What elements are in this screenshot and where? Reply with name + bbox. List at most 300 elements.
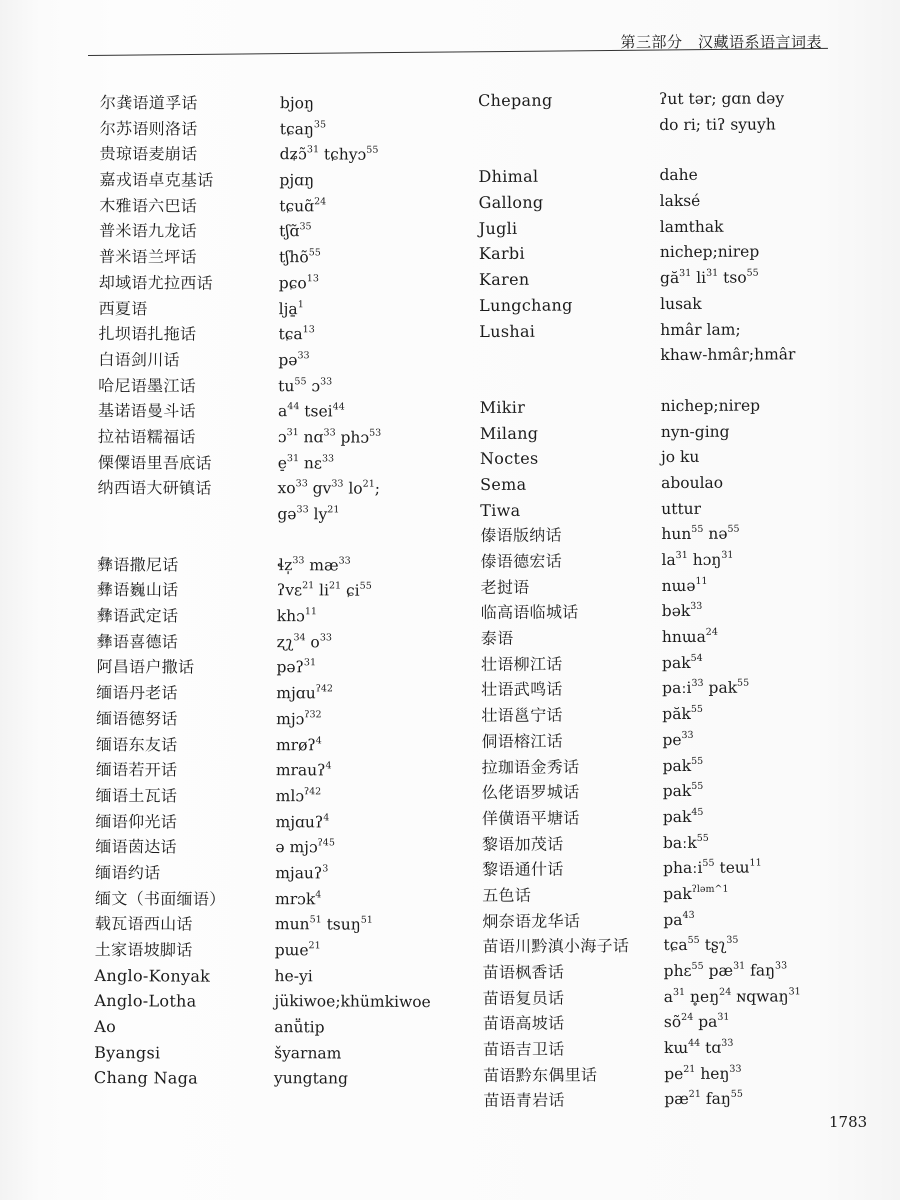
word-form: $pa^{43}$ <box>663 909 695 929</box>
word-form: phɛ$^{55}$ $pæ^{31}$ faŋ$^{33}$ <box>663 960 788 981</box>
entry-row <box>480 523 740 549</box>
word-form: ʐʅ$^{34}$ $o^{33}$ <box>276 631 332 652</box>
word-form: lja̱$^1$ <box>278 298 304 318</box>
language-label: 白语剑川话 <box>98 349 180 370</box>
tone-mark: 24 <box>314 196 327 208</box>
word-form: kɯ$^{44}$ tɑ$^{33}$ <box>663 1037 734 1058</box>
word-form: gə$^{33}$ $ly^{21}$ <box>277 504 340 524</box>
language-label: 炯奈语龙华话 <box>482 911 581 931</box>
word-form: tʃhõ$^{55}$ <box>278 247 321 267</box>
word-form: ʔut tər; gɑn dəy <box>659 89 785 109</box>
entry-row <box>479 343 796 369</box>
language-label: 临高语临城话 <box>480 602 579 623</box>
language-label: 土家语坡脚话 <box>94 939 193 960</box>
tone-mark: ʔləm^1 <box>691 883 729 895</box>
language-label: 纳西语大研镇话 <box>97 478 212 499</box>
tone-mark: 31 <box>675 549 688 561</box>
entry-row <box>480 651 703 677</box>
entry-row <box>95 809 330 835</box>
tone-mark: 35 <box>726 934 739 947</box>
language-label: 苗语复员话 <box>482 988 565 1008</box>
word-form: bjoŋ <box>279 94 315 113</box>
tone-mark: 44 <box>332 401 345 413</box>
entry-row <box>478 87 785 113</box>
entry-row <box>481 779 704 805</box>
entry-row <box>480 574 708 600</box>
tone-mark: ʔ45 <box>317 837 335 849</box>
language-label: 缅文（书面缅语） <box>95 888 226 909</box>
entry-row <box>96 629 332 655</box>
tone-mark: 33 <box>681 729 694 741</box>
tone-mark: 31 <box>306 144 320 156</box>
tone-mark: 55 <box>359 580 372 593</box>
word-form: pak$^{55}$ <box>662 755 704 775</box>
tone-mark: 1 <box>297 298 304 310</box>
entry-row <box>479 394 761 420</box>
tone-mark: 13 <box>306 273 319 285</box>
tone-mark: 21 <box>302 580 315 592</box>
tone-mark: 33 <box>721 1037 734 1049</box>
language-label: 傈僳语里吾底话 <box>97 452 212 473</box>
word-form: pɕo$^{13}$ <box>278 273 319 293</box>
tone-mark: 55 <box>737 678 750 690</box>
entry-row <box>482 934 739 960</box>
word-form: bək$^{33}$ <box>661 601 703 621</box>
word-form: mlɔ$^{ʔ42}$ <box>275 786 322 806</box>
language-label: 苗语枫香话 <box>482 962 565 982</box>
tone-mark: 31 <box>672 986 686 998</box>
word-form: tɕaŋ$^{35}$ <box>279 118 327 138</box>
word-form: hmâr lam; <box>660 320 741 339</box>
word-form: $xo^{33}$ $gv^{33}$ $lo^{21}$; <box>277 478 381 499</box>
language-label: Sema <box>480 474 527 494</box>
tone-mark: 34 <box>293 631 306 644</box>
entry-row <box>99 167 315 193</box>
word-form: tʃɑ̃$^{35}$ <box>279 221 312 241</box>
entry-row <box>478 113 776 139</box>
entry-row <box>96 577 372 603</box>
tone-mark: 3 <box>322 863 329 875</box>
entry-row <box>97 501 340 527</box>
language-label: Anglo-Lotha <box>94 991 197 1011</box>
tone-mark: 33 <box>295 478 308 490</box>
language-label: 缅语约话 <box>95 862 161 883</box>
tone-mark: 33 <box>292 554 305 566</box>
language-label: 苗语川黔滇小海子话 <box>482 936 630 957</box>
tone-mark: 54 <box>690 652 703 664</box>
tone-mark: 55 <box>687 935 700 947</box>
entry-row <box>481 728 694 754</box>
language-label: 哈尼语墨江话 <box>98 375 197 396</box>
word-form: nɯə$^{11}$ <box>661 575 708 595</box>
tone-mark: 43 <box>682 909 695 921</box>
word-form: mun$^{51}$ tsuŋ$^{51}$ <box>274 914 373 934</box>
tone-mark: 24 <box>681 1012 694 1024</box>
word-form: ʔvɛ$^{21}$ $li^{21}$ ɕi$^{55}$ <box>276 580 372 600</box>
entry-row <box>480 497 702 523</box>
tone-mark: 44 <box>287 401 300 413</box>
tone-mark: 55 <box>702 858 715 870</box>
word-form: baːk$^{55}$ <box>662 832 709 852</box>
tone-mark: 33 <box>729 1063 742 1075</box>
tone-mark: 31 <box>286 427 299 439</box>
word-form: mrøʔ$^4$ <box>275 734 322 754</box>
language-label: 仫佬语罗城话 <box>481 782 580 803</box>
entry-row <box>480 600 703 626</box>
entry-row <box>93 1065 349 1091</box>
entry-row <box>99 90 315 116</box>
language-label: 彝语喜德话 <box>96 631 179 652</box>
language-label: Gallong <box>478 192 544 213</box>
entry-row <box>482 1036 734 1062</box>
entry-row <box>95 731 322 757</box>
right-column <box>478 87 801 1114</box>
word-form: hnɯa$^{24}$ <box>661 626 718 647</box>
entry-row <box>482 985 801 1011</box>
entry-row <box>98 270 319 296</box>
language-label: 尔苏语则洛话 <box>99 118 198 139</box>
word-form: laksé <box>659 191 701 211</box>
tone-mark: ʔ42 <box>304 786 322 798</box>
tone-mark: 55 <box>690 703 703 716</box>
language-label: 基诺语曼斗话 <box>97 401 196 421</box>
language-label: Tiwa <box>480 500 521 520</box>
tone-mark: 51 <box>309 914 322 926</box>
language-label: 侗语榕江话 <box>481 731 563 751</box>
entry-row <box>482 1011 730 1037</box>
word-form: e̠$^{31}$ nɛ$^{33}$ <box>277 452 335 472</box>
tone-mark: 11 <box>304 606 318 618</box>
tone-mark: 4 <box>323 811 330 823</box>
entry-row <box>98 321 315 347</box>
language-label: 拉祜语糯福话 <box>97 426 196 447</box>
word-form: $pæ^{21}$ faŋ$^{55}$ <box>664 1089 743 1109</box>
word-form: šyarnam <box>274 1043 342 1063</box>
language-label: Anglo-Konyak <box>94 965 211 986</box>
tone-mark: 55 <box>294 375 307 387</box>
language-label: Mikir <box>479 397 526 417</box>
entry-row <box>94 988 431 1014</box>
tone-mark: 21 <box>683 1063 696 1075</box>
entry-row <box>482 959 788 985</box>
word-form: mrɔk$^4$ <box>275 888 322 908</box>
language-label: 普米语九龙话 <box>99 221 198 242</box>
entry-row <box>478 189 701 215</box>
tone-mark: 11 <box>749 857 762 869</box>
word-form: tɕuɑ̃$^{24}$ <box>279 196 327 216</box>
language-label: 木雅语六巴话 <box>99 195 198 216</box>
word-form: $tu^{55}$ ɔ$^{33}$ <box>278 375 333 395</box>
language-label: Jugli <box>478 218 518 238</box>
tone-mark: 51 <box>360 914 373 926</box>
entry-row <box>96 680 333 706</box>
language-label: 扎坝语扎拖话 <box>98 324 197 344</box>
language-label: 苗语青岩话 <box>483 1090 565 1111</box>
tone-mark: 33 <box>320 375 333 387</box>
language-label: Milang <box>479 423 539 443</box>
word-form: tɕa$^{55}$ tʂʅ$^{35}$ <box>663 934 739 955</box>
language-label: 五色话 <box>482 885 532 905</box>
tone-mark: 45 <box>691 806 704 818</box>
word-form: khaw-hmâr;hmâr <box>660 345 796 365</box>
word-form: $a^{44}$ tsei$^{44}$ <box>277 401 345 421</box>
tone-mark: 55 <box>696 832 709 844</box>
language-label: 尔龚语道孚话 <box>99 92 198 113</box>
tone-mark: 31 <box>721 549 734 561</box>
tone-mark: 4 <box>315 888 322 900</box>
entry-row <box>97 398 345 424</box>
language-label: Chepang <box>478 90 553 110</box>
language-label: 拉珈语金秀话 <box>481 756 580 777</box>
word-form: $a^{31}$ $n̥eŋ^{24}$ ɴqwaŋ$^{31}$ <box>663 986 801 1006</box>
tone-mark: 31 <box>788 986 801 998</box>
word-form: lamthak <box>659 217 724 236</box>
tone-mark: 24 <box>705 626 718 638</box>
language-label: 苗语黔东偶里话 <box>483 1065 598 1085</box>
language-label: 佯僙语平塘话 <box>481 808 580 828</box>
tone-mark: 21 <box>362 478 375 490</box>
language-label: Karen <box>478 269 530 290</box>
word-form: dʑɔ̃$^{31}$ tɕhyɔ$^{55}$ <box>279 144 379 165</box>
tone-mark: 4 <box>325 760 332 772</box>
language-label: 贵琼语麦崩话 <box>99 144 198 164</box>
entry-row <box>480 471 724 497</box>
entry-row <box>481 831 709 857</box>
word-form: lusak <box>660 294 702 313</box>
language-label: 壮语武鸣话 <box>481 680 563 700</box>
word-form: phaːi$^{55}$ teɯ$^{11}$ <box>663 857 762 878</box>
language-label: 彝语武定话 <box>96 606 179 626</box>
entry-row <box>481 805 704 831</box>
entry-row <box>96 706 322 732</box>
language-label: 普米语兰坪话 <box>98 247 197 267</box>
tone-mark: 11 <box>695 575 708 587</box>
language-label: Ao <box>94 1017 117 1037</box>
entry-row <box>481 677 750 703</box>
tone-mark: 55 <box>727 523 740 536</box>
tone-mark: ʔ32 <box>304 709 322 721</box>
entry-row <box>97 424 382 450</box>
word-form: $gă^{31}$ $li^{31}$ tso$^{55}$ <box>659 267 759 288</box>
tone-mark: 33 <box>338 555 351 567</box>
tone-mark: 55 <box>691 755 704 767</box>
language-label: 嘉戎语卓克基话 <box>99 170 214 190</box>
language-label: 西夏语 <box>98 298 148 318</box>
entry-row <box>94 937 321 963</box>
word-form: pəʔ$^{31}$ <box>276 657 317 677</box>
entry-row <box>95 757 332 783</box>
tone-mark: 55 <box>691 781 704 793</box>
entry-row <box>94 1040 342 1066</box>
entry-row <box>98 295 304 321</box>
language-label: Dhimal <box>478 167 539 187</box>
tone-mark: 55 <box>691 960 704 972</box>
word-form: $pe^{33}$ <box>662 729 694 749</box>
entry-row <box>96 603 318 629</box>
entry-row <box>94 911 373 937</box>
entry-row <box>478 241 760 267</box>
tone-mark: 21 <box>688 1089 701 1101</box>
word-form: pjɑŋ <box>279 171 315 190</box>
language-label: 缅语东友话 <box>95 734 178 754</box>
tone-mark: 31 <box>679 268 692 280</box>
entry-row <box>479 318 741 344</box>
tone-mark: 33 <box>690 601 703 613</box>
entry-row <box>98 244 321 270</box>
language-label: 缅语土瓦话 <box>95 785 178 806</box>
tone-mark: 55 <box>746 267 759 279</box>
language-label: 傣语版纳话 <box>480 525 562 546</box>
entry-row <box>94 1014 325 1040</box>
word-form: jo ku <box>660 448 700 467</box>
tone-mark: 35 <box>313 118 327 131</box>
tone-mark: 4 <box>315 734 322 746</box>
entry-row <box>97 450 335 476</box>
word-form: mjɑu$^{ʔ42}$ <box>276 683 333 703</box>
language-label: 黎语通什话 <box>482 859 564 880</box>
entry-row <box>478 215 724 241</box>
language-label: Noctes <box>479 448 539 469</box>
entry-row <box>99 218 312 244</box>
tone-mark: 55 <box>691 524 704 536</box>
word-form: jükiwoe;khümkiwoe <box>274 992 431 1012</box>
word-form: anṻtip <box>274 1018 325 1037</box>
word-form: mjauʔ$^3$ <box>275 863 329 883</box>
word-form: mjɑuʔ$^4$ <box>275 811 330 831</box>
entry-row <box>98 347 310 373</box>
tone-mark: 35 <box>299 221 312 233</box>
language-label: 缅语德努话 <box>96 708 178 729</box>
entry-row <box>482 882 729 908</box>
word-form: păk$^{55}$ <box>662 703 703 724</box>
language-label: Lushai <box>479 321 536 341</box>
word-form: khɔ$^{11}$ <box>276 606 318 626</box>
entry-row <box>480 548 734 574</box>
word-form: aboulao <box>661 473 724 492</box>
tone-mark: 24 <box>719 986 732 998</box>
tone-mark: ʔ42 <box>315 683 333 695</box>
tone-mark: 55 <box>308 247 321 259</box>
tone-mark: 33 <box>321 452 335 465</box>
language-label: 傣语德宏话 <box>480 551 563 571</box>
word-form: hun$^{55}$ nə$^{55}$ <box>661 523 740 544</box>
tone-mark: 53 <box>369 427 382 439</box>
tone-mark: 31 <box>706 267 719 279</box>
word-form: nichep;nirep <box>659 242 760 262</box>
tone-mark: 33 <box>296 504 309 516</box>
tone-mark: 33 <box>297 350 310 362</box>
tone-mark: 33 <box>323 427 336 439</box>
tone-mark: 55 <box>730 1089 743 1101</box>
word-form: dahe <box>659 166 698 185</box>
word-form: tɕa$^{13}$ <box>278 324 315 344</box>
word-form: pɯe$^{21}$ <box>274 940 321 960</box>
entry-row <box>483 1062 742 1088</box>
language-label: Byangsi <box>94 1042 161 1063</box>
word-form: pak$^{55}$ <box>662 781 704 801</box>
language-label: 缅语丹老话 <box>96 683 178 703</box>
entry-row <box>97 552 351 578</box>
word-form: $la^{31}$ hɔŋ$^{31}$ <box>661 549 734 570</box>
entry-row <box>95 783 322 809</box>
word-form: ə mjɔ$^{ʔ45}$ <box>275 837 335 857</box>
page-number: 1783 <box>829 1113 868 1131</box>
word-form: ɔ$^{31}$ nɑ$^{33}$ phɔ$^{53}$ <box>277 427 382 447</box>
language-label: 壮语邕宁话 <box>481 705 563 726</box>
word-form: do ri; tiʔ syuyh <box>659 115 776 134</box>
language-label: 缅语仰光话 <box>95 811 178 832</box>
word-form: ɬz̩$^{33}$ $mæ^{33}$ <box>277 554 351 575</box>
word-form: mrauʔ$^4$ <box>275 760 332 780</box>
entry-row <box>97 475 381 501</box>
language-label: 苗语吉卫话 <box>482 1039 565 1060</box>
tone-mark: 21 <box>327 504 340 516</box>
tone-mark: 13 <box>302 324 315 336</box>
entry-row <box>483 1088 743 1114</box>
entry-row <box>479 292 702 318</box>
tone-mark: 44 <box>688 1037 701 1049</box>
entry-row <box>99 193 327 219</box>
entry-row <box>99 116 327 142</box>
entry-row <box>94 963 313 989</box>
entry-row <box>481 702 703 728</box>
word-form: $sõ^{24}$ $pa^{31}$ <box>663 1012 730 1032</box>
language-label: 黎语加茂话 <box>481 834 564 854</box>
word-form: pə$^{33}$ <box>278 350 310 370</box>
entry-row <box>96 654 317 680</box>
language-label: 缅语若开话 <box>95 760 178 780</box>
word-form: paːi$^{33}$ pak$^{55}$ <box>662 678 750 698</box>
tone-mark: 33 <box>331 478 344 490</box>
entry-row <box>479 445 700 471</box>
entry-row <box>98 373 333 399</box>
language-label: 阿昌语户撒话 <box>96 657 195 678</box>
language-label: 苗语高坡话 <box>482 1013 565 1034</box>
word-form: he-yi <box>274 966 313 986</box>
tone-mark: 33 <box>775 960 788 972</box>
language-label: 彝语巍山话 <box>96 580 179 600</box>
tone-mark: 31 <box>286 452 300 464</box>
word-form: pak$^{54}$ <box>661 652 703 672</box>
tone-mark: 33 <box>691 678 704 690</box>
language-label: 壮语柳江话 <box>480 654 563 674</box>
language-label: Karbi <box>478 244 525 264</box>
tone-mark: 33 <box>319 632 332 644</box>
language-label: 却域语尤拉西话 <box>98 272 213 293</box>
language-label: 载瓦语西山话 <box>94 914 193 934</box>
word-form: nichep;nirep <box>660 396 761 415</box>
word-form: nyn-ging <box>660 422 730 441</box>
entry-row <box>99 141 379 167</box>
running-header: 第三部分 汉藏语系语言词表 <box>620 33 822 51</box>
word-form: pak$^{45}$ <box>662 806 704 826</box>
entry-row <box>95 886 322 912</box>
language-label: 泰语 <box>480 628 514 649</box>
entry-row <box>95 860 329 886</box>
language-label: Lungchang <box>479 295 573 315</box>
entry-row <box>478 164 698 190</box>
tone-mark: 31 <box>717 1012 730 1024</box>
tone-mark: 31 <box>303 657 317 669</box>
word-form: $pe^{21}$ heŋ$^{33}$ <box>664 1063 742 1083</box>
tone-mark: 55 <box>366 145 379 157</box>
tone-mark: 31 <box>733 960 746 972</box>
entry-row <box>95 834 335 860</box>
entry-row <box>482 856 762 882</box>
entry-row <box>478 266 759 292</box>
tone-mark: 21 <box>328 580 342 592</box>
left-column <box>93 90 431 1092</box>
